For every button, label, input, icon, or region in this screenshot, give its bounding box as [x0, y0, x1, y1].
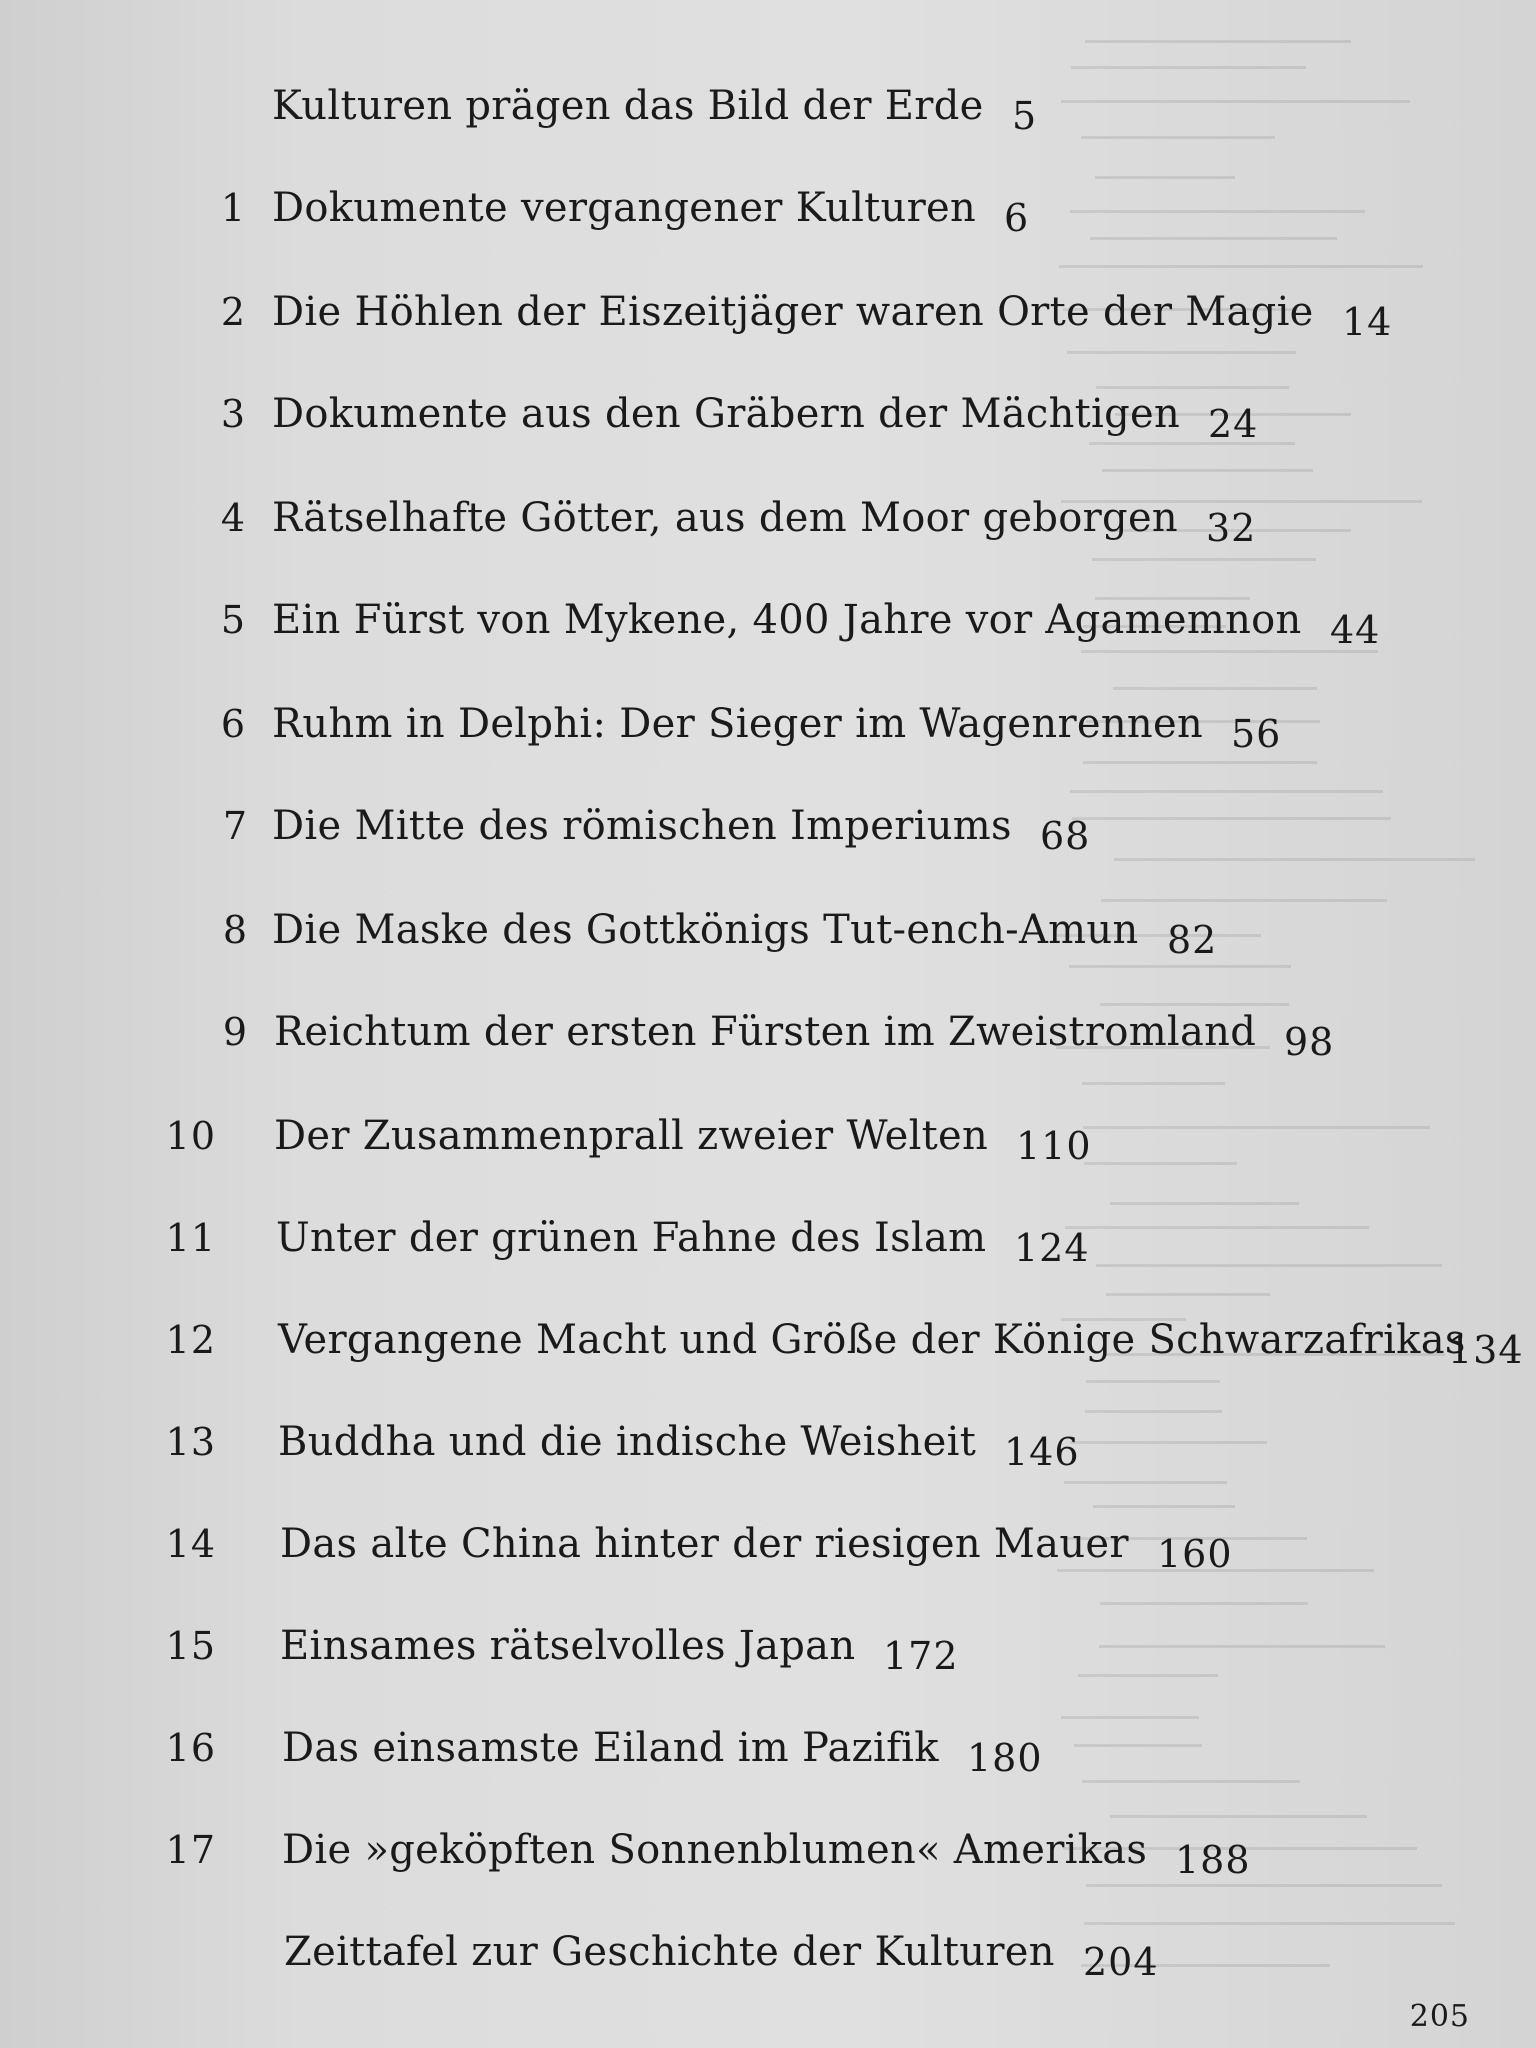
- chapter-number: 4: [220, 496, 246, 540]
- chapter-number: 11: [165, 1216, 216, 1260]
- toc-entry: [0, 1616, 1536, 1676]
- page-number: 14: [1342, 300, 1393, 344]
- chapter-number: 8: [222, 908, 248, 952]
- toc-entry: [0, 1820, 1536, 1880]
- toc-entry: [0, 1002, 1536, 1062]
- toc-entry: [0, 384, 1536, 444]
- chapter-number: 6: [220, 702, 246, 746]
- toc-entry: [0, 1922, 1536, 1982]
- toc-entry: [0, 178, 1536, 238]
- chapter-title: Die Maske des Gottkönigs Tut-ench-Amun: [272, 907, 1139, 953]
- chapter-title: Das einsamste Eiland im Pazifik: [282, 1725, 939, 1771]
- chapter-number: 14: [165, 1522, 216, 1566]
- chapter-title: Dokumente vergangener Kulturen: [272, 185, 977, 231]
- chapter-title: Das alte China hinter der riesigen Mauer: [280, 1521, 1129, 1567]
- chapter-title: Einsames rätselvolles Japan: [280, 1623, 856, 1669]
- page-number: 98: [1284, 1020, 1335, 1064]
- chapter-title: Reichtum der ersten Fürsten im Zweistromland: [274, 1009, 1257, 1055]
- toc-entry: [0, 76, 1536, 136]
- chapter-title: Die Mitte des römischen Imperiums: [272, 803, 1012, 849]
- chapter-number: 16: [165, 1726, 216, 1770]
- chapter-number: 15: [165, 1624, 216, 1668]
- chapter-title: Unter der grünen Fahne des Islam: [276, 1215, 987, 1261]
- page-number: 188: [1175, 1838, 1251, 1882]
- chapter-number: 5: [220, 598, 246, 642]
- toc-entry: [0, 488, 1536, 548]
- chapter-number: 7: [222, 804, 248, 848]
- page-number: 172: [883, 1634, 959, 1678]
- page-number: 180: [967, 1736, 1043, 1780]
- chapter-number: 13: [165, 1420, 216, 1464]
- chapter-number: 9: [222, 1010, 248, 1054]
- toc-entry: [0, 796, 1536, 856]
- chapter-title: Zeittafel zur Geschichte der Kulturen: [284, 1929, 1055, 1975]
- toc-entry: [0, 900, 1536, 960]
- chapter-number: 12: [165, 1318, 216, 1362]
- toc-entry: [0, 1718, 1536, 1778]
- page-number: 204: [1083, 1940, 1159, 1984]
- page-number: 5: [1012, 94, 1038, 138]
- chapter-title: Die »geköpften Sonnenblumen« Amerikas: [282, 1827, 1148, 1873]
- page-number: 134: [1448, 1328, 1524, 1372]
- toc-entry: [0, 694, 1536, 754]
- chapter-number: 17: [165, 1828, 216, 1872]
- chapter-title: Vergangene Macht und Größe der Könige Schwarzafrikas: [278, 1317, 1466, 1363]
- chapter-title: Buddha und die indische Weisheit: [278, 1419, 977, 1465]
- page-number: 6: [1004, 196, 1030, 240]
- page-number: 124: [1014, 1226, 1090, 1270]
- toc-entry: [0, 1208, 1536, 1268]
- chapter-title: Ruhm in Delphi: Der Sieger im Wagenrennen: [272, 701, 1204, 747]
- chapter-title: Die Höhlen der Eiszeitjäger waren Orte der Magie: [272, 289, 1314, 335]
- chapter-title: Der Zusammenprall zweier Welten: [274, 1113, 989, 1159]
- chapter-number: 2: [220, 290, 246, 334]
- toc-entry: [0, 1514, 1536, 1574]
- chapter-number: 3: [220, 392, 246, 436]
- toc-entry: [0, 1412, 1536, 1472]
- page-number: 24: [1208, 402, 1259, 446]
- folio-page-number: 205: [1409, 1999, 1470, 2034]
- page-number: 32: [1206, 506, 1257, 550]
- chapter-title: Kulturen prägen das Bild der Erde: [272, 83, 984, 129]
- page-number: 146: [1004, 1430, 1080, 1474]
- chapter-title: Rätselhafte Götter, aus dem Moor geborgen: [272, 495, 1178, 541]
- toc-entry: [0, 282, 1536, 342]
- chapter-title: Ein Fürst von Mykene, 400 Jahre vor Agamemnon: [272, 597, 1302, 643]
- chapter-title: Dokumente aus den Gräbern der Mächtigen: [272, 391, 1181, 437]
- chapter-number: 1: [220, 186, 246, 230]
- page-number: 110: [1016, 1124, 1092, 1168]
- page-number: 68: [1040, 814, 1091, 858]
- toc-entry: [0, 1310, 1536, 1370]
- toc-entry: [0, 1106, 1536, 1166]
- page-number: 44: [1330, 608, 1381, 652]
- toc-entry: [0, 590, 1536, 650]
- page-number: 160: [1157, 1532, 1233, 1576]
- page-number: 56: [1231, 712, 1282, 756]
- chapter-number: 10: [165, 1114, 216, 1158]
- page-number: 82: [1167, 918, 1218, 962]
